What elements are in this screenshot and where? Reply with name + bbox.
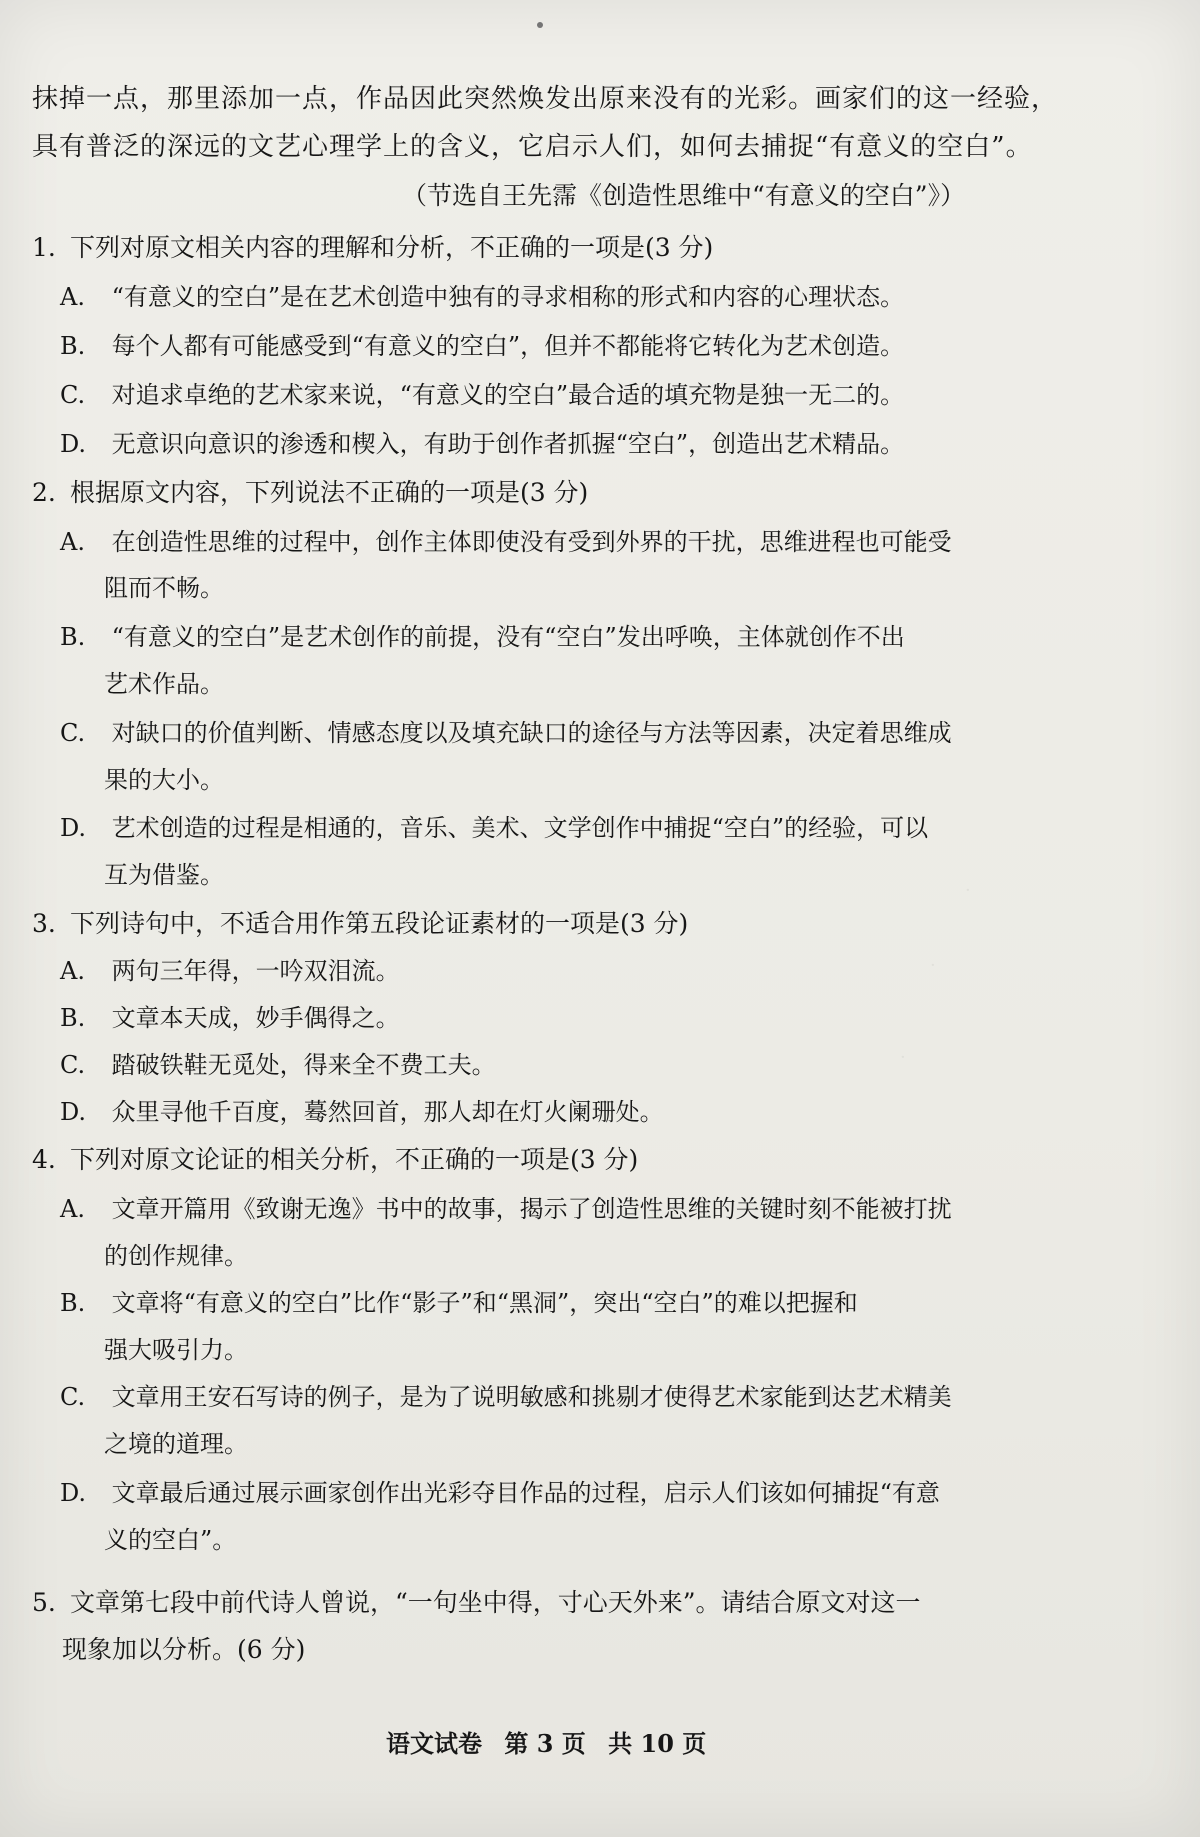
question-number: 4. <box>32 1145 56 1174</box>
question-prompt: 根据原文内容，下列说法不正确的一项是(3 分) <box>69 478 589 507</box>
option-text: 文章开篇用《致谢无逸》书中的故事，揭示了创造性思维的关键时刻不能被打扰 <box>111 1195 952 1223</box>
question-2-option-c-continuation: 果的大小。 <box>104 766 224 794</box>
option-text: 艺术创造的过程是相通的，音乐、美术、文学创作中捕捉“空白”的经验，可以 <box>111 814 929 842</box>
option-key: D. <box>60 1479 87 1507</box>
question-4-option-c <box>60 1377 952 1412</box>
question-prompt: 下列诗句中，不适合用作第五段论证素材的一项是(3 分) <box>69 909 689 938</box>
question-4-option-d-continuation: 义的空白”。 <box>104 1526 237 1554</box>
option-key: B. <box>60 332 86 360</box>
option-text: 对缺口的价值判断、情感态度以及填充缺口的途径与方法等因素，决定着思维成 <box>111 719 952 747</box>
question-prompt: 下列对原文相关内容的理解和分析，不正确的一项是(3 分) <box>69 233 714 262</box>
question-4 <box>32 1140 638 1176</box>
question-2-option-c <box>60 713 952 748</box>
option-key: D. <box>60 814 87 842</box>
question-1-option-d <box>60 424 904 459</box>
source-citation: （节选自王先霈《创造性思维中“有意义的空白”》） <box>402 181 966 210</box>
page-footer <box>386 1724 720 1759</box>
question-2-option-d-continuation: 互为借鉴。 <box>104 861 224 889</box>
question-4-option-b <box>60 1283 858 1318</box>
option-text: 文章最后通过展示画家创作出光彩夺目作品的过程，启示人们该如何捕捉“有意 <box>111 1479 940 1507</box>
bleed-through-mark: · <box>930 955 936 976</box>
footer-total-pages: 共 10 页 <box>608 1729 707 1758</box>
question-4-option-b-continuation: 强大吸引力。 <box>104 1336 248 1364</box>
option-key: C. <box>60 1383 86 1411</box>
option-key: D. <box>60 1098 87 1126</box>
option-text: 踏破铁鞋无觅处，得来全不费工夫。 <box>111 1051 496 1079</box>
question-4-option-d <box>60 1473 940 1508</box>
option-text: 在创造性思维的过程中，创作主体即使没有受到外界的干扰，思维进程也可能受 <box>111 528 952 556</box>
question-1 <box>32 228 713 264</box>
option-key: B. <box>60 1004 86 1032</box>
option-key: A. <box>60 957 85 985</box>
option-text: 众里寻他千百度，蓦然回首，那人却在灯火阑珊处。 <box>111 1098 664 1126</box>
passage-line-1: 抹掉一点，那里添加一点，作品因此突然焕发出原来没有的光彩。画家们的这一经验， <box>32 84 1059 114</box>
option-key: A. <box>60 283 85 311</box>
question-3-option-d <box>60 1092 664 1127</box>
option-key: D. <box>60 430 87 458</box>
footer-page-number: 第 3 页 <box>504 1729 586 1758</box>
option-key: A. <box>60 528 85 556</box>
question-4-option-a-continuation: 的创作规律。 <box>104 1242 248 1270</box>
question-1-option-a <box>60 277 904 312</box>
option-key: C. <box>60 381 86 409</box>
question-2-option-a <box>60 522 952 557</box>
option-text: 文章用王安石写诗的例子，是为了说明敏感和挑剔才使得艺术家能到达艺术精美 <box>111 1383 952 1411</box>
question-prompt: 文章第七段中前代诗人曾说，“一句坐中得，寸心天外来”。请结合原文对这一 <box>69 1588 921 1617</box>
question-2 <box>32 473 588 509</box>
question-1-option-b <box>60 326 904 361</box>
question-number: 2. <box>32 478 56 507</box>
question-2-option-d <box>60 808 928 843</box>
option-key: B. <box>60 1289 86 1317</box>
bleed-through-mark: · <box>900 1047 906 1068</box>
question-number: 5. <box>32 1588 56 1617</box>
question-2-option-a-continuation: 阻而不畅。 <box>104 574 224 602</box>
question-2-option-b <box>60 617 905 652</box>
question-4-option-c-continuation: 之境的道理。 <box>104 1430 248 1458</box>
option-key: C. <box>60 719 86 747</box>
option-key: B. <box>60 623 86 651</box>
question-3-option-b <box>60 998 400 1033</box>
bleed-through-mark: · <box>965 880 971 901</box>
question-4-option-a <box>60 1189 952 1224</box>
question-3 <box>32 904 688 940</box>
question-1-option-c <box>60 375 904 410</box>
option-text: 文章将“有意义的空白”比作“影子”和“黑洞”，突出“空白”的难以把握和 <box>111 1289 858 1317</box>
option-text: 文章本天成，妙手偶得之。 <box>111 1004 400 1032</box>
option-key: C. <box>60 1051 86 1079</box>
option-key: A. <box>60 1195 85 1223</box>
question-5 <box>32 1583 921 1619</box>
question-number: 3. <box>32 909 56 938</box>
question-number: 1. <box>32 233 56 262</box>
question-3-option-c <box>60 1045 496 1080</box>
question-3-option-a <box>60 951 400 986</box>
option-text: 无意识向意识的渗透和楔入，有助于创作者抓握“空白”，创造出艺术精品。 <box>111 430 905 458</box>
option-text: 对追求卓绝的艺术家来说，“有意义的空白”最合适的填充物是独一无二的。 <box>111 381 905 409</box>
question-2-option-b-continuation: 艺术作品。 <box>104 670 224 698</box>
option-text: 每个人都有可能感受到“有意义的空白”，但并不都能将它转化为艺术创造。 <box>111 332 905 360</box>
question-5-continuation: 现象加以分析。(6 分) <box>62 1635 306 1664</box>
passage-line-2: 具有普泛的深远的文艺心理学上的含义，它启示人们，如何去捕捉“有意义的空白”。 <box>32 132 1033 162</box>
question-prompt: 下列对原文论证的相关分析，不正确的一项是(3 分) <box>69 1145 639 1174</box>
option-text: “有意义的空白”是艺术创作的前提，没有“空白”发出呼唤，主体就创作不出 <box>111 623 905 651</box>
option-text: 两句三年得，一吟双泪流。 <box>111 957 400 985</box>
footer-subject: 语文试卷 <box>386 1729 482 1758</box>
option-text: “有意义的空白”是在艺术创造中独有的寻求相称的形式和内容的心理状态。 <box>111 283 905 311</box>
